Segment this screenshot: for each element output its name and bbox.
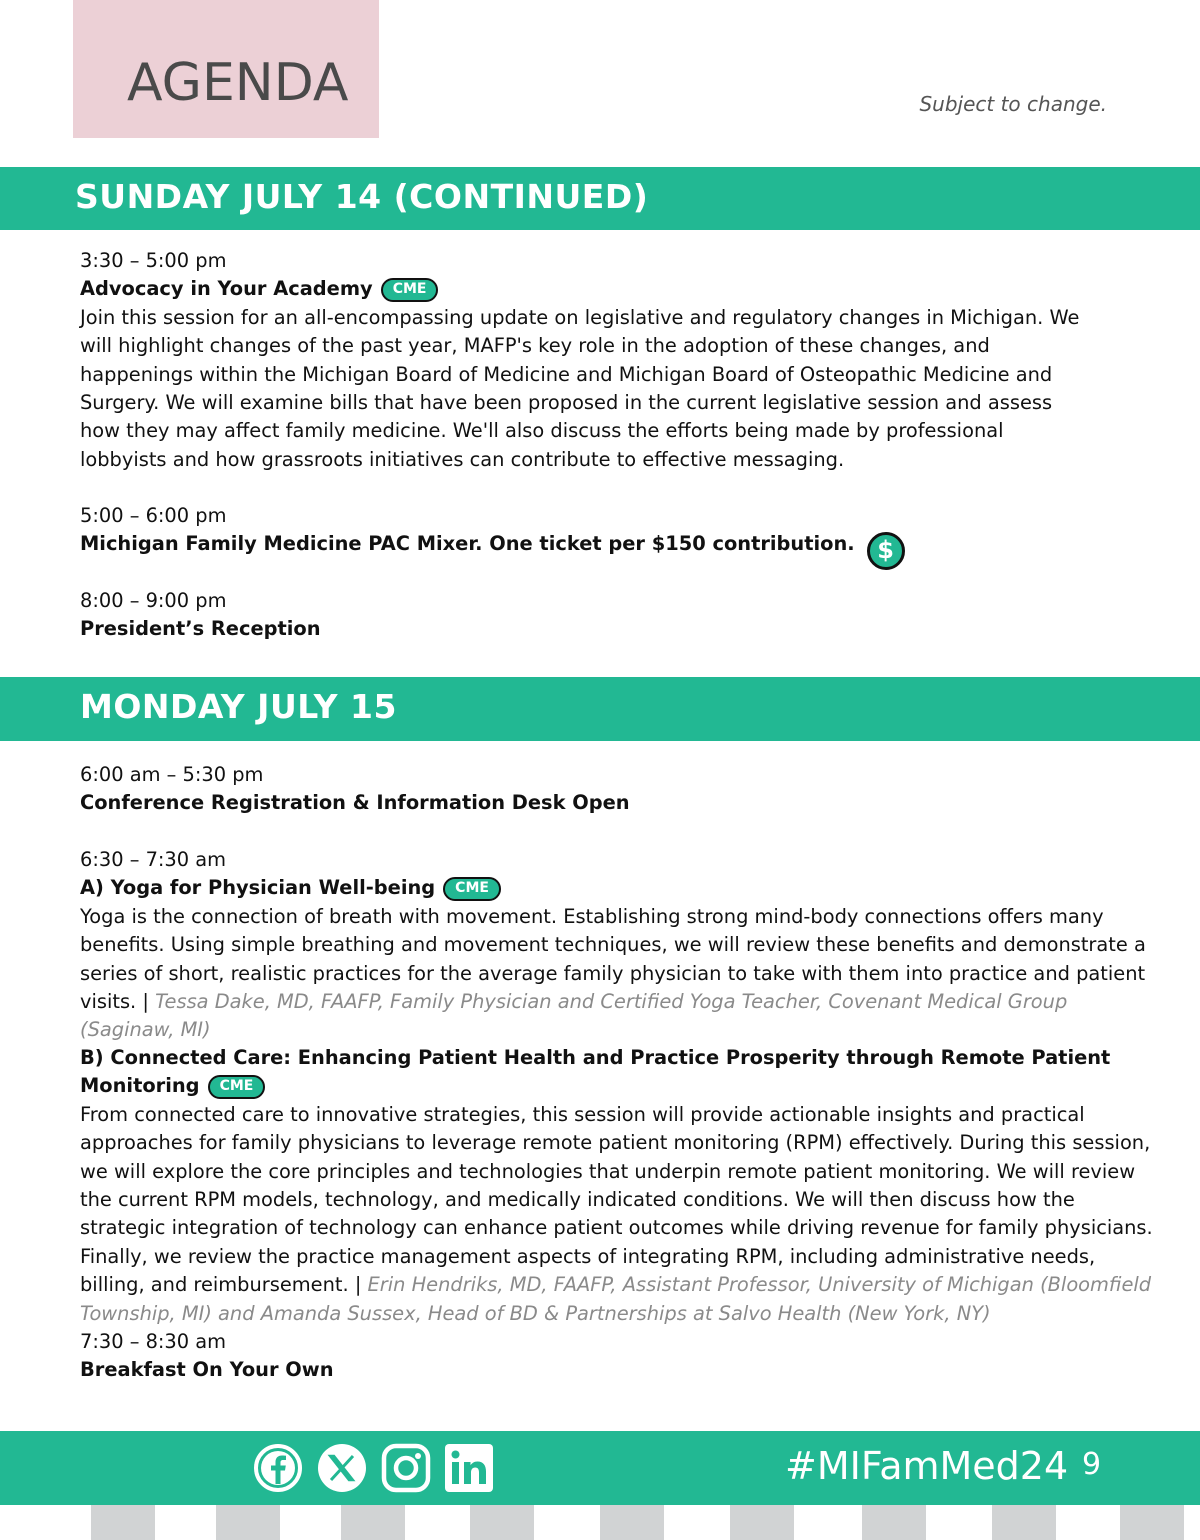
event-title: Breakfast On Your Own (80, 1358, 334, 1382)
agenda-event (80, 247, 1080, 474)
agenda-event (80, 1328, 1080, 1385)
event-description (80, 1101, 1160, 1328)
decorative-stripes (0, 1505, 1200, 1540)
description-text: Yoga is the connection of breath with movement. Establishing strong mind-body connections offers many benefits. Using simple breathing and movement techniques, we will review these benefits and demonstrate a series of short, realistic practices for the average family physician to take with them into practice and patient visits. | (80, 904, 1146, 1014)
page-number: 9 (1082, 1447, 1102, 1482)
facebook-icon[interactable] (253, 1443, 303, 1493)
instagram-icon[interactable] (381, 1443, 431, 1493)
event-title: A) Yoga for Physician Well-being (80, 876, 436, 900)
x-icon[interactable] (317, 1443, 367, 1493)
event-time: 6:30 – 7:30 am (80, 848, 227, 871)
agenda-event (80, 587, 1080, 644)
cme-badge: CME (443, 877, 501, 901)
event-description (80, 903, 1148, 1045)
stripe (730, 1505, 794, 1540)
event-time: 6:00 am – 5:30 pm (80, 763, 264, 786)
agenda-event (80, 1044, 1160, 1328)
event-time: 5:00 – 6:00 pm (80, 504, 227, 527)
cme-badge: CME (381, 278, 439, 302)
footer-bar (0, 1431, 1200, 1505)
hashtag: #MIFamMed24 (785, 1444, 1069, 1488)
description-text: From connected care to innovative strategies, this session will provide actionable insights and practical approaches for family physicians to leverage remote patient monitoring (RPM) effectively. During this session, we will explore the core principles and technologies that underpin remote patient monitoring. We will review the current RPM models, technology, and medically indicated conditions. We will then discuss how the strategic integration of technology can enhance patient outcomes while driving revenue for family physicians. Finally, we review the practice management aspects of integrating RPM, including administrative needs, billing, and reimbursement. | (80, 1102, 1153, 1297)
stripe (600, 1505, 664, 1540)
day-heading: SUNDAY JULY 14 (CONTINUED) (75, 177, 649, 216)
day-banner-sunday (0, 167, 1200, 230)
stripe (862, 1505, 926, 1540)
day-banner-monday (0, 677, 1200, 741)
dollar-icon: $ (867, 532, 905, 570)
event-time: 8:00 – 9:00 pm (80, 589, 227, 612)
event-title: Advocacy in Your Academy (80, 277, 373, 301)
cme-badge: CME (208, 1075, 266, 1099)
stripe (91, 1505, 155, 1540)
event-time: 7:30 – 8:30 am (80, 1330, 227, 1353)
event-title: Conference Registration & Information Desk Open (80, 791, 630, 815)
event-time: 3:30 – 5:00 pm (80, 249, 227, 272)
stripe (992, 1505, 1056, 1540)
page-title: AGENDA (127, 53, 349, 113)
event-title: President’s Reception (80, 617, 321, 641)
stripe (216, 1505, 280, 1540)
agenda-event (80, 846, 1148, 1045)
subject-to-change-note: Subject to change. (919, 92, 1107, 116)
stripe (1120, 1505, 1184, 1540)
speaker-credit: Erin Hendriks, MD, FAAFP, Assistant Professor, University of Michigan (Bloomfield Township, MI) and Amanda Sussex, Head of BD & Partnerships at Salvo Health (New York, NY) (80, 1273, 1152, 1325)
event-description: Join this session for an all-encompassing update on legislative and regulatory changes in Michigan. We will highlight changes of the past year, MAFP's key role in the adoption of these changes, and happenings within the Michigan Board of Medicine and Michigan Board of Osteopathic Medicine and Surgery. We will examine bills that have been proposed in the current legislative session and assess how they may affect family medicine. We'll also discuss the efforts being made by professional lobbyists and how grassroots initiatives can contribute to effective messaging. (80, 305, 1080, 471)
agenda-event (80, 761, 1140, 818)
agenda-event (80, 502, 1080, 570)
linkedin-icon[interactable] (444, 1443, 494, 1493)
stripe (341, 1505, 405, 1540)
day-heading: MONDAY JULY 15 (80, 687, 397, 726)
event-title: B) Connected Care: Enhancing Patient Health and Practice Prosperity through Remote Patient Monitoring (80, 1046, 1111, 1098)
speaker-credit: Tessa Dake, MD, FAAFP, Family Physician and Certified Yoga Teacher, Covenant Medical Group (Saginaw, MI) (80, 990, 1068, 1042)
stripe (470, 1505, 534, 1540)
event-title: Michigan Family Medicine PAC Mixer. One ticket per $150 contribution. (80, 532, 855, 556)
